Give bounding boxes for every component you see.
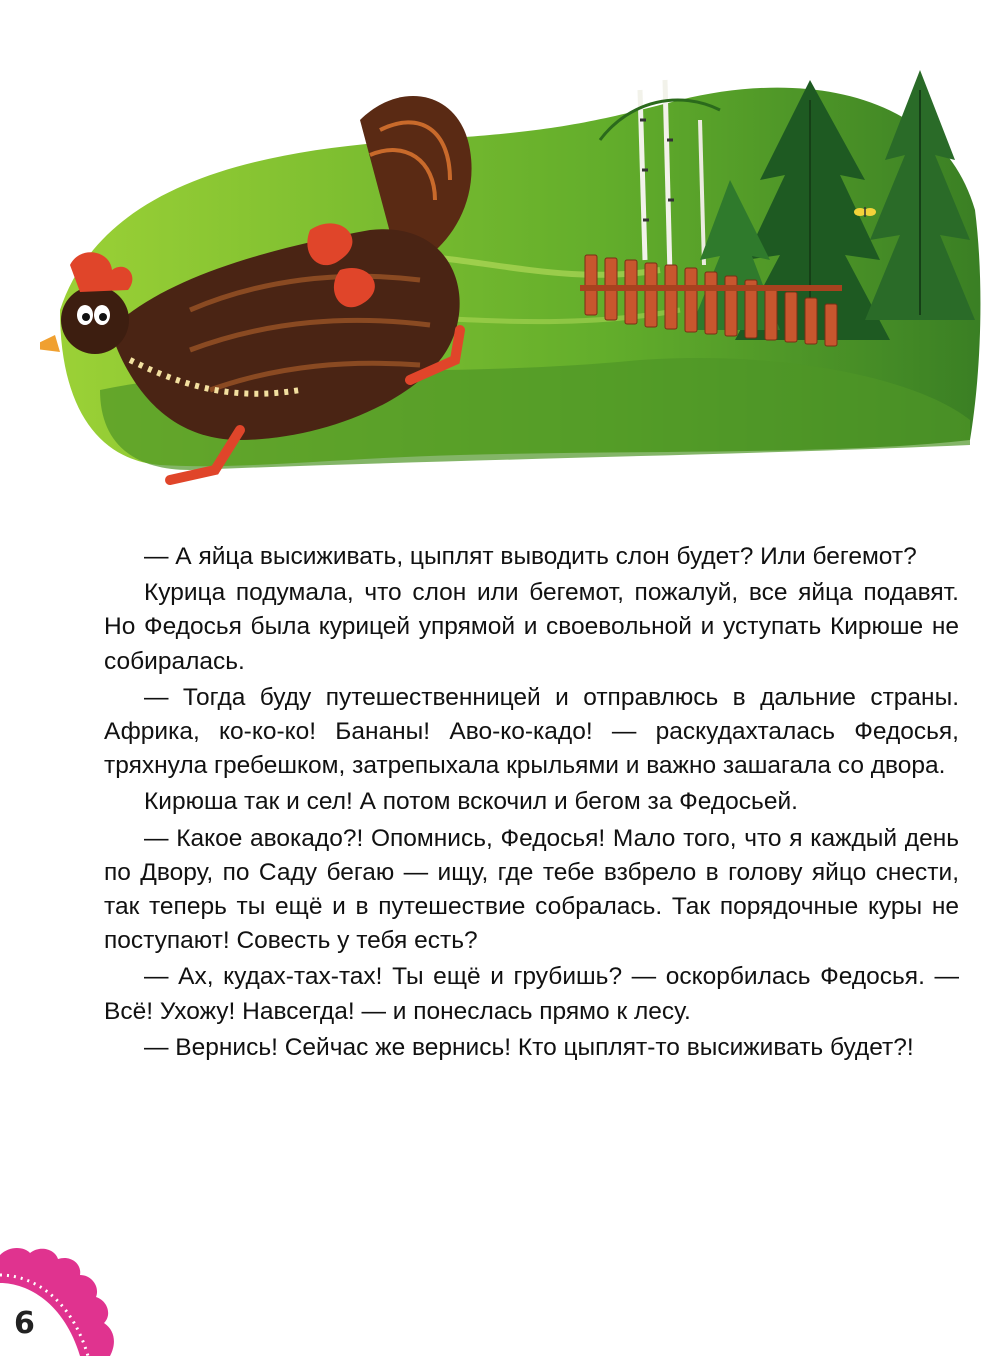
story-illustration bbox=[40, 60, 990, 510]
paragraph: Курица подумала, что слон или бегемот, пожалуй, все яйца подавят. Но Федосья была курицей упрямой и своевольной и уступать Кирюше не собиралась. bbox=[104, 579, 959, 675]
paragraph: — А яйца высиживать, цыплят выводить слон будет? Или бегемот? bbox=[144, 543, 917, 570]
page-number: 6 bbox=[14, 1306, 35, 1341]
paragraph: — Какое авокадо?! Опомнись, Федосья! Мало того, что я каждый день по Двору, по Саду бегаю — ищу, где тебе взбрело в голову яйцо снести, так теперь ты ещё и в путешествие собралась. Так порядочные куры не поступают! Совесть у тебя есть? bbox=[104, 824, 959, 955]
paragraph: Кирюша так и сел! А потом вскочил и бегом за Федосьей. bbox=[144, 788, 798, 816]
story-text bbox=[104, 540, 959, 1067]
paragraph: — Вернись! Сейчас же вернись! Кто цыплят-то высиживать будет?! bbox=[144, 1033, 914, 1061]
butterfly-icon bbox=[854, 207, 876, 217]
paragraph: — Ах, кудах-тах-тах! Ты ещё и грубишь? — оскорбилась Федосья. — Всё! Ухожу! Навсегда! — и понеслась прямо к лесу. bbox=[104, 963, 959, 1025]
paragraph: — Тогда буду путешественницей и отправлюсь в дальние страны. Африка, ко-ко-ко! Бананы! Аво-ко-кадо! — раскудахталась Федосья, тряхнула гребешком, затрепыхала крыльями и важно зашагала со двора. bbox=[104, 683, 959, 780]
